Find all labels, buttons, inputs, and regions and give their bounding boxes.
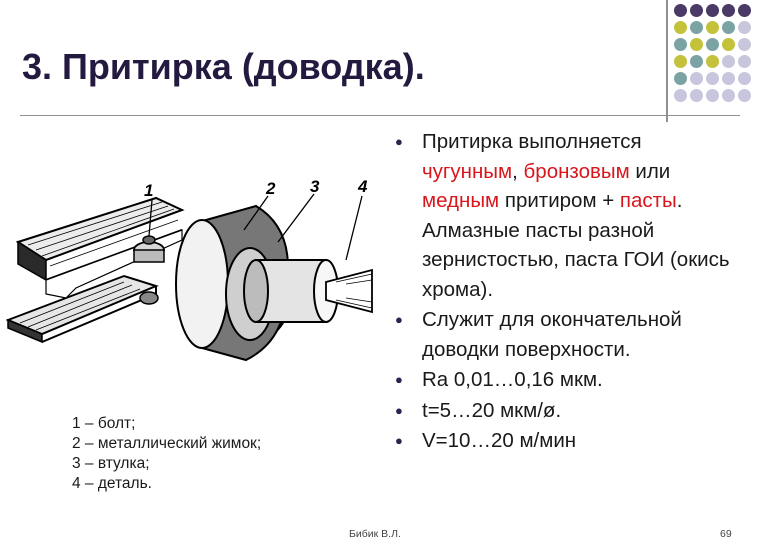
decorative-dot (722, 4, 735, 17)
decorative-dot-grid (674, 4, 756, 114)
decorative-dot (738, 38, 751, 51)
bullet-dot-icon: ● (395, 433, 403, 448)
bullet-text: t=5…20 мкм/ø. (422, 398, 562, 422)
legend-item: 3 – втулка; (72, 455, 150, 472)
decorative-dot (674, 4, 687, 17)
decorative-dot (706, 72, 719, 85)
bullet-text: или (629, 159, 671, 183)
bullet-text: притиром + (499, 189, 620, 212)
bullet-text: . Алмазные пасты разной зернистостью, паста ГОИ (окись хрома). (422, 189, 730, 301)
decorative-dot (690, 4, 703, 17)
decorative-dot (722, 21, 735, 34)
decorative-dot (690, 21, 703, 34)
bullet-dot-icon: ● (395, 134, 403, 149)
figure-label-2: 2 (266, 179, 276, 198)
legend-item: 4 – деталь. (72, 475, 152, 492)
bullet-text: Служит для окончательной доводки поверхности. (422, 308, 682, 361)
bullet-item (393, 365, 743, 395)
highlighted-text: бронзовым (523, 159, 630, 183)
decorative-dot (706, 38, 719, 51)
footer-author: Бибик В.Л. (349, 528, 401, 540)
page-number: 69 (720, 528, 732, 540)
bullet-text: V=10…20 м/мин (422, 429, 577, 452)
figure-label-4: 4 (358, 177, 368, 196)
bullet-item (393, 426, 743, 456)
decorative-dot (738, 72, 751, 85)
highlighted-text: пасты (619, 189, 677, 212)
slide-title: 3. Притирка (доводка). (22, 46, 425, 87)
lapping-tool-illustration (6, 170, 391, 390)
decorative-dot (706, 4, 719, 17)
bullet-dot-icon: ● (395, 312, 403, 327)
figure-label-1: 1 (144, 181, 154, 200)
decorative-dot (674, 55, 687, 68)
decorative-dot (690, 72, 703, 85)
bullet-dot-icon: ● (395, 402, 403, 418)
bullet-item (393, 396, 743, 426)
highlighted-text: медным (422, 189, 500, 212)
decorative-dot (706, 55, 719, 68)
decorative-dot (722, 38, 735, 51)
legend-item: 2 – металлический жимок; (72, 435, 262, 452)
bullet-dot-icon: ● (395, 372, 403, 387)
decorative-dot (722, 72, 735, 85)
decorative-dot (674, 38, 687, 51)
bolt-lower-nut (140, 292, 158, 304)
decorative-dot (690, 89, 703, 102)
decorative-dot (690, 38, 703, 51)
legend-item: 1 – болт; (72, 415, 136, 432)
decorative-dot (738, 89, 751, 102)
decorative-dot (706, 21, 719, 34)
bullet-text: Ra 0,01…0,16 мкм. (422, 368, 603, 391)
highlighted-text: чугунным (422, 159, 513, 183)
decorative-dot (738, 55, 751, 68)
decorative-dot (722, 89, 735, 102)
bolt-nut-side (134, 250, 164, 262)
decorative-dot (674, 21, 687, 34)
divider-horizontal (20, 115, 740, 116)
decorative-dot (706, 89, 719, 102)
lower-bar-hatching (20, 282, 140, 330)
decorative-dot (738, 21, 751, 34)
bolt-head (143, 236, 155, 244)
decorative-dot (674, 72, 687, 85)
decorative-dot (722, 55, 735, 68)
clamp-housing-face (176, 220, 228, 348)
bullet-list (393, 127, 743, 457)
workpiece-back (244, 260, 268, 322)
bullet-text: , (512, 159, 524, 183)
bullet-item (393, 305, 743, 364)
decorative-dot (738, 4, 751, 17)
divider-vertical (666, 0, 668, 122)
bullet-item (393, 127, 743, 304)
decorative-dot (690, 55, 703, 68)
figure-legend (72, 414, 261, 494)
figure-label-3: 3 (310, 177, 320, 196)
decorative-dot (674, 89, 687, 102)
bullet-text: Притирка выполняется (422, 130, 642, 153)
